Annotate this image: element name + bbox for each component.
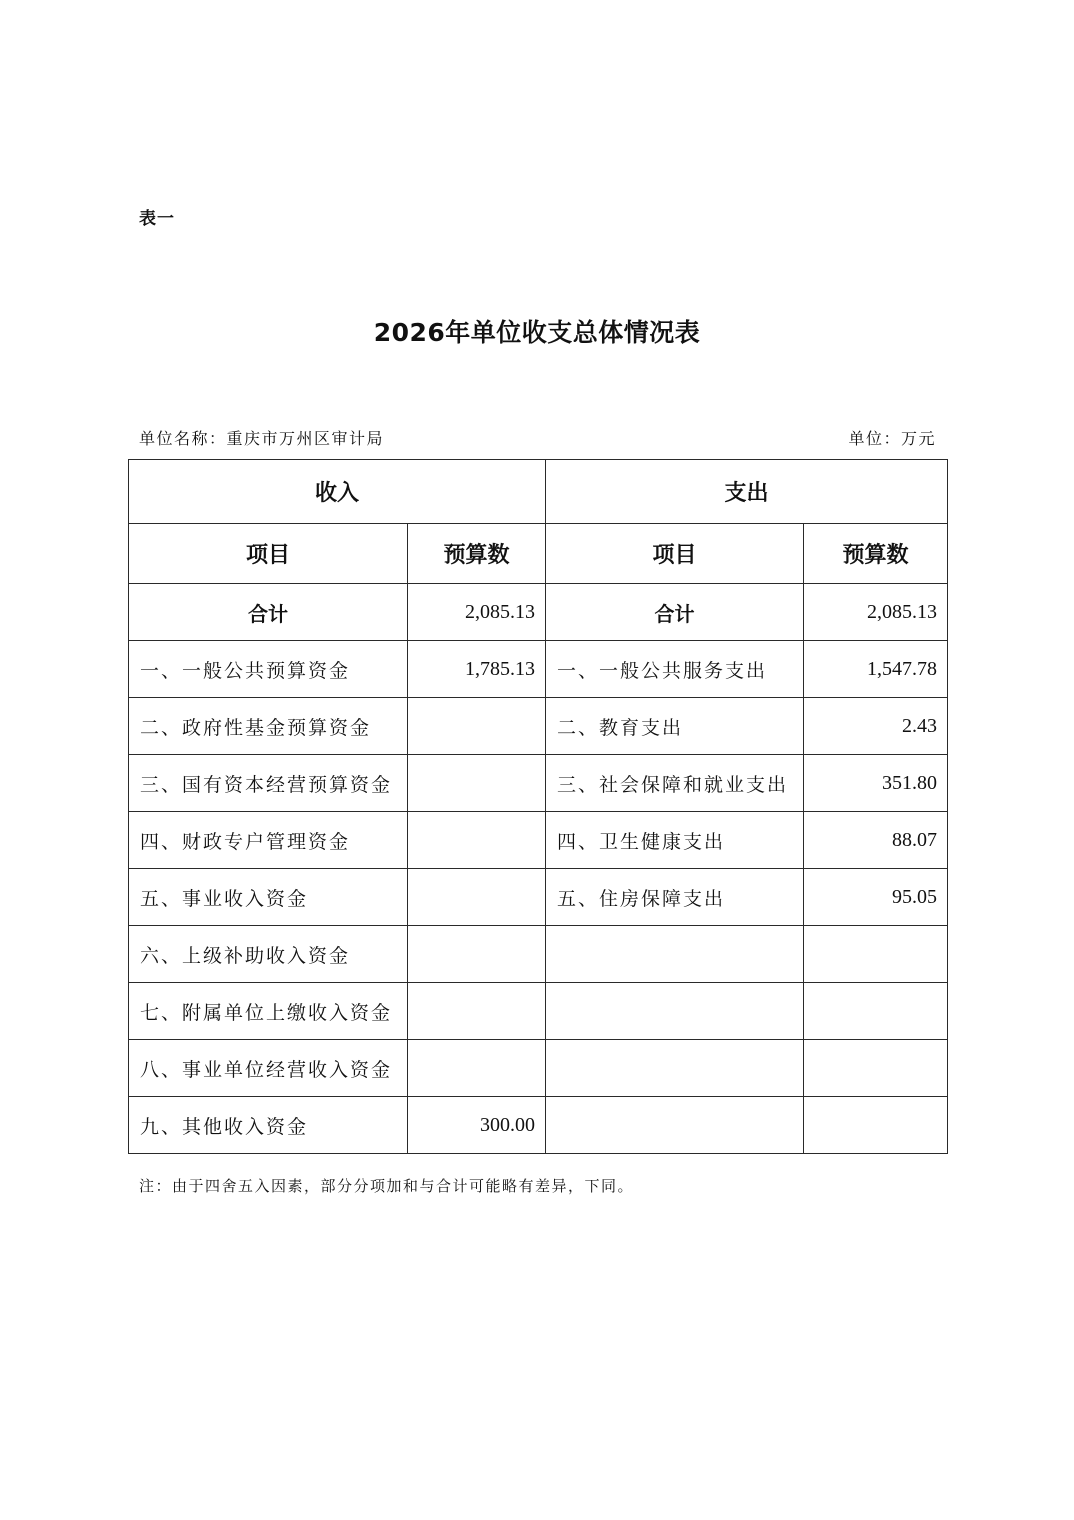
- income-item: 合计: [129, 584, 408, 641]
- expense-amount: 1,547.78: [804, 641, 948, 698]
- income-amount: [408, 869, 546, 926]
- expense-amount: [804, 1040, 948, 1097]
- expense-item: 四、卫生健康支出: [546, 812, 804, 869]
- expense-item: 五、住房保障支出: [546, 869, 804, 926]
- income-amount-header: 预算数: [408, 524, 546, 584]
- table-row: [129, 869, 948, 926]
- expense-amount: 351.80: [804, 755, 948, 812]
- column-header-row: [129, 524, 948, 584]
- income-item: 二、政府性基金预算资金: [129, 698, 408, 755]
- income-amount: [408, 812, 546, 869]
- expense-item: 一、一般公共服务支出: [546, 641, 804, 698]
- income-amount: 300.00: [408, 1097, 546, 1154]
- income-item: 七、附属单位上缴收入资金: [129, 983, 408, 1040]
- total-row: [129, 584, 948, 641]
- income-amount: [408, 983, 546, 1040]
- expense-item: [546, 983, 804, 1040]
- expense-item: [546, 926, 804, 983]
- expense-item: [546, 1097, 804, 1154]
- budget-table: [128, 459, 948, 1154]
- section-header-row: [129, 460, 948, 524]
- income-item: 四、财政专户管理资金: [129, 812, 408, 869]
- table-row: [129, 641, 948, 698]
- expense-amount-header: 预算数: [804, 524, 948, 584]
- income-item: 九、其他收入资金: [129, 1097, 408, 1154]
- table-row: [129, 983, 948, 1040]
- income-amount: 2,085.13: [408, 584, 546, 641]
- table-row: [129, 755, 948, 812]
- expense-amount: 2.43: [804, 698, 948, 755]
- unit-name: 单位名称：重庆市万州区审计局: [139, 429, 385, 448]
- table-row: [129, 1097, 948, 1154]
- expense-item: 二、教育支出: [546, 698, 804, 755]
- expense-section-header: 支出: [546, 460, 948, 524]
- expense-item-header: 项目: [546, 524, 804, 584]
- income-amount: [408, 755, 546, 812]
- income-item: 八、事业单位经营收入资金: [129, 1040, 408, 1097]
- income-item: 五、事业收入资金: [129, 869, 408, 926]
- income-item: 一、一般公共预算资金: [129, 641, 408, 698]
- table-row: [129, 926, 948, 983]
- unit-currency: 单位：万元: [848, 429, 936, 448]
- table-label: 表一: [139, 209, 175, 229]
- expense-amount: [804, 926, 948, 983]
- table-row: [129, 812, 948, 869]
- income-section-header: 收入: [129, 460, 546, 524]
- expense-item: 合计: [546, 584, 804, 641]
- table-row: [129, 1040, 948, 1097]
- table-row: [129, 698, 948, 755]
- income-item: 三、国有资本经营预算资金: [129, 755, 408, 812]
- expense-amount: [804, 983, 948, 1040]
- income-amount: [408, 698, 546, 755]
- income-amount: [408, 926, 546, 983]
- footnote: 注：由于四舍五入因素，部分分项加和与合计可能略有差异，下同。: [139, 1177, 635, 1195]
- income-item-header: 项目: [129, 524, 408, 584]
- income-amount: [408, 1040, 546, 1097]
- expense-item: [546, 1040, 804, 1097]
- expense-amount: 88.07: [804, 812, 948, 869]
- expense-item: 三、社会保障和就业支出: [546, 755, 804, 812]
- expense-amount: 95.05: [804, 869, 948, 926]
- income-item: 六、上级补助收入资金: [129, 926, 408, 983]
- expense-amount: 2,085.13: [804, 584, 948, 641]
- expense-amount: [804, 1097, 948, 1154]
- page-title: 2026年单位收支总体情况表: [373, 318, 701, 347]
- income-amount: 1,785.13: [408, 641, 546, 698]
